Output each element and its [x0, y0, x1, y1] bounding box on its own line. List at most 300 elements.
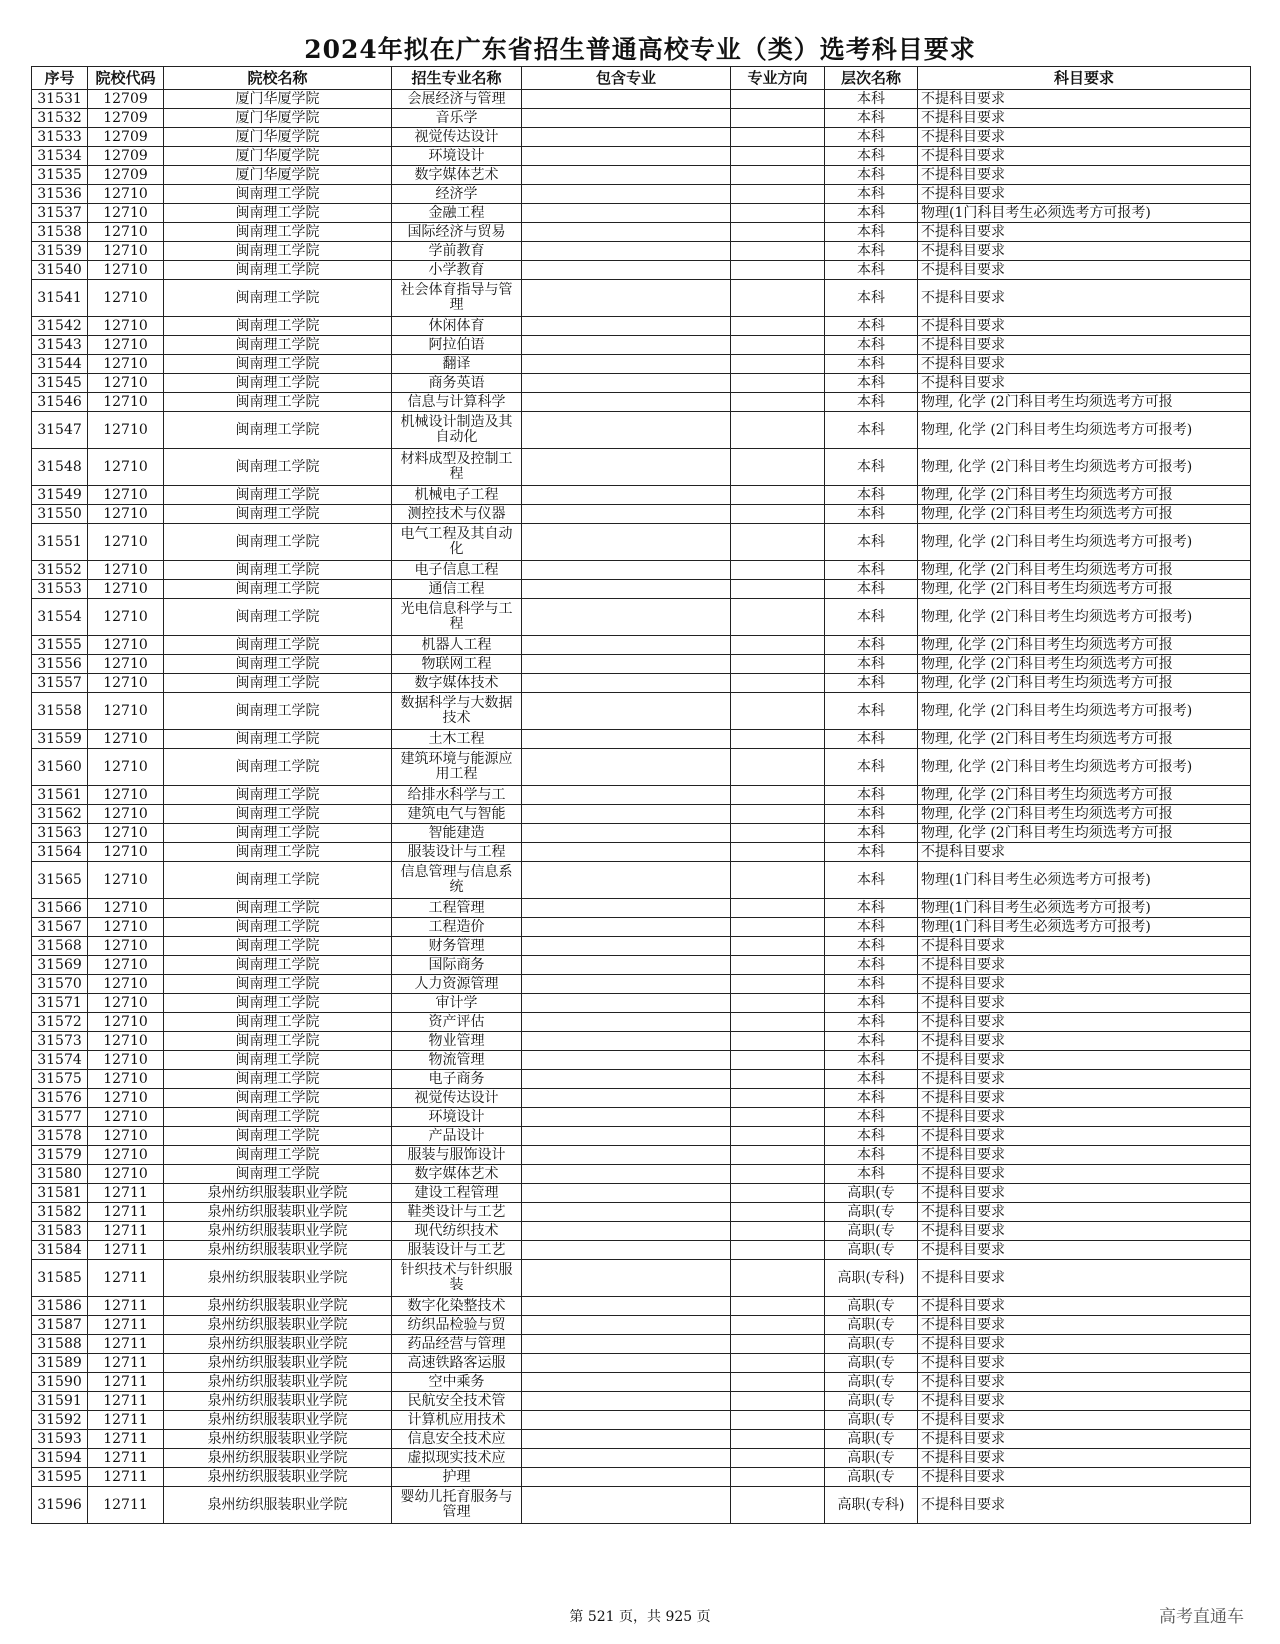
- cell-major-direction: [731, 918, 825, 937]
- cell-major-direction: [731, 749, 825, 786]
- cell-included-majors: [522, 1392, 731, 1411]
- cell-major-direction: [731, 1392, 825, 1411]
- cell-included-majors: [522, 90, 731, 109]
- cell-major-name: 建筑电气与智能: [392, 805, 522, 824]
- cell-included-majors: [522, 355, 731, 374]
- cell-included-majors: [522, 1449, 731, 1468]
- cell-included-majors: [522, 223, 731, 242]
- cell-level: 本科: [825, 280, 918, 317]
- table-row: [32, 599, 1251, 636]
- cell-included-majors: [522, 109, 731, 128]
- cell-seq: 31548: [32, 449, 88, 486]
- cell-seq: 31581: [32, 1184, 88, 1203]
- cell-major-direction: [731, 317, 825, 336]
- cell-major-direction: [731, 280, 825, 317]
- cell-subject-requirement: 不提科目要求: [918, 1070, 1251, 1089]
- cell-school-name: 泉州纺织服装职业学院: [164, 1468, 392, 1487]
- cell-included-majors: [522, 1487, 731, 1524]
- cell-major-name: 鞋类设计与工艺: [392, 1203, 522, 1222]
- table-row: [32, 1184, 1251, 1203]
- cell-seq: 31587: [32, 1316, 88, 1335]
- cell-school-name: 泉州纺织服装职业学院: [164, 1373, 392, 1392]
- cell-major-direction: [731, 693, 825, 730]
- cell-subject-requirement: 不提科目要求: [918, 355, 1251, 374]
- cell-included-majors: [522, 1089, 731, 1108]
- cell-subject-requirement: 不提科目要求: [918, 185, 1251, 204]
- cell-seq: 31565: [32, 862, 88, 899]
- cell-subject-requirement: 不提科目要求: [918, 1241, 1251, 1260]
- cell-major-direction: [731, 862, 825, 899]
- cell-level: 本科: [825, 204, 918, 223]
- cell-level: 高职(专: [825, 1449, 918, 1468]
- table-row: [32, 899, 1251, 918]
- cell-school-code: 12710: [88, 693, 164, 730]
- cell-major-name: 纺织品检验与贸: [392, 1316, 522, 1335]
- cell-major-direction: [731, 899, 825, 918]
- cell-major-name: 测控技术与仪器: [392, 505, 522, 524]
- table-row: [32, 109, 1251, 128]
- requirements-table: [31, 66, 1251, 1524]
- cell-major-direction: [731, 1449, 825, 1468]
- cell-major-direction: [731, 449, 825, 486]
- cell-included-majors: [522, 449, 731, 486]
- table-row: [32, 994, 1251, 1013]
- cell-school-code: 12710: [88, 749, 164, 786]
- cell-seq: 31550: [32, 505, 88, 524]
- cell-level: 本科: [825, 166, 918, 185]
- cell-major-direction: [731, 1108, 825, 1127]
- cell-subject-requirement: 不提科目要求: [918, 1203, 1251, 1222]
- cell-level: 本科: [825, 786, 918, 805]
- cell-included-majors: [522, 749, 731, 786]
- cell-subject-requirement: 不提科目要求: [918, 1146, 1251, 1165]
- cell-major-name: 机械设计制造及其自动化: [392, 412, 522, 449]
- cell-major-name: 信息与计算科学: [392, 393, 522, 412]
- table-row: [32, 242, 1251, 261]
- cell-school-code: 12710: [88, 1089, 164, 1108]
- cell-major-name: 数据科学与大数据技术: [392, 693, 522, 730]
- table-row: [32, 449, 1251, 486]
- cell-major-direction: [731, 185, 825, 204]
- cell-major-name: 给排水科学与工: [392, 786, 522, 805]
- cell-level: 本科: [825, 580, 918, 599]
- cell-major-name: 学前教育: [392, 242, 522, 261]
- cell-school-code: 12711: [88, 1354, 164, 1373]
- cell-level: 本科: [825, 1013, 918, 1032]
- cell-level: 高职(专: [825, 1335, 918, 1354]
- header-level: 层次名称: [825, 67, 918, 90]
- cell-level: 本科: [825, 956, 918, 975]
- cell-major-direction: [731, 412, 825, 449]
- cell-major-direction: [731, 1127, 825, 1146]
- cell-school-code: 12710: [88, 975, 164, 994]
- cell-school-name: 厦门华厦学院: [164, 90, 392, 109]
- table-row: [32, 918, 1251, 937]
- cell-subject-requirement: 物理(1门科目考生必须选考方可报考): [918, 918, 1251, 937]
- cell-major-direction: [731, 1411, 825, 1430]
- cell-level: 本科: [825, 937, 918, 956]
- cell-level: 本科: [825, 147, 918, 166]
- cell-school-name: 闽南理工学院: [164, 449, 392, 486]
- header-subject-requirement: 科目要求: [918, 67, 1251, 90]
- cell-school-name: 闽南理工学院: [164, 280, 392, 317]
- cell-seq: 31567: [32, 918, 88, 937]
- cell-subject-requirement: 不提科目要求: [918, 90, 1251, 109]
- cell-school-code: 12710: [88, 918, 164, 937]
- cell-subject-requirement: 物理, 化学 (2门科目考生均须选考方可报: [918, 730, 1251, 749]
- table-row: [32, 393, 1251, 412]
- cell-school-name: 泉州纺织服装职业学院: [164, 1487, 392, 1524]
- table-row: [32, 1260, 1251, 1297]
- cell-major-direction: [731, 109, 825, 128]
- cell-subject-requirement: 不提科目要求: [918, 1449, 1251, 1468]
- table-row: [32, 1449, 1251, 1468]
- cell-included-majors: [522, 655, 731, 674]
- cell-included-majors: [522, 393, 731, 412]
- cell-major-direction: [731, 956, 825, 975]
- cell-included-majors: [522, 786, 731, 805]
- cell-school-code: 12710: [88, 899, 164, 918]
- cell-seq: 31531: [32, 90, 88, 109]
- cell-included-majors: [522, 1468, 731, 1487]
- table-row: [32, 749, 1251, 786]
- table-row: [32, 317, 1251, 336]
- table-row: [32, 655, 1251, 674]
- cell-level: 本科: [825, 317, 918, 336]
- cell-level: 高职(专: [825, 1222, 918, 1241]
- table-row: [32, 805, 1251, 824]
- cell-level: 本科: [825, 336, 918, 355]
- table-row: [32, 524, 1251, 561]
- cell-subject-requirement: 不提科目要求: [918, 1108, 1251, 1127]
- cell-subject-requirement: 物理, 化学 (2门科目考生均须选考方可报: [918, 486, 1251, 505]
- cell-major-direction: [731, 1297, 825, 1316]
- cell-subject-requirement: 不提科目要求: [918, 1297, 1251, 1316]
- cell-seq: 31583: [32, 1222, 88, 1241]
- table-row: [32, 374, 1251, 393]
- cell-school-name: 泉州纺织服装职业学院: [164, 1392, 392, 1411]
- cell-school-code: 12710: [88, 486, 164, 505]
- table-row: [32, 956, 1251, 975]
- cell-major-name: 建设工程管理: [392, 1184, 522, 1203]
- cell-included-majors: [522, 1222, 731, 1241]
- cell-major-name: 土木工程: [392, 730, 522, 749]
- cell-school-code: 12710: [88, 1070, 164, 1089]
- cell-school-name: 闽南理工学院: [164, 1146, 392, 1165]
- cell-major-direction: [731, 486, 825, 505]
- cell-subject-requirement: 不提科目要求: [918, 1354, 1251, 1373]
- cell-school-code: 12711: [88, 1373, 164, 1392]
- cell-level: 本科: [825, 1146, 918, 1165]
- cell-major-direction: [731, 1032, 825, 1051]
- cell-major-name: 人力资源管理: [392, 975, 522, 994]
- cell-subject-requirement: 不提科目要求: [918, 1335, 1251, 1354]
- cell-level: 本科: [825, 1032, 918, 1051]
- cell-school-name: 闽南理工学院: [164, 1127, 392, 1146]
- cell-school-name: 闽南理工学院: [164, 975, 392, 994]
- cell-school-name: 闽南理工学院: [164, 1165, 392, 1184]
- cell-level: 本科: [825, 824, 918, 843]
- table-row: [32, 843, 1251, 862]
- cell-level: 本科: [825, 655, 918, 674]
- cell-major-name: 机械电子工程: [392, 486, 522, 505]
- cell-level: 本科: [825, 261, 918, 280]
- cell-level: 高职(专: [825, 1373, 918, 1392]
- cell-seq: 31590: [32, 1373, 88, 1392]
- cell-seq: 31546: [32, 393, 88, 412]
- cell-subject-requirement: 不提科目要求: [918, 109, 1251, 128]
- table-header-row: [32, 67, 1251, 90]
- cell-subject-requirement: 不提科目要求: [918, 1127, 1251, 1146]
- cell-major-direction: [731, 1089, 825, 1108]
- cell-major-name: 资产评估: [392, 1013, 522, 1032]
- cell-school-code: 12710: [88, 185, 164, 204]
- cell-level: 本科: [825, 636, 918, 655]
- cell-seq: 31560: [32, 749, 88, 786]
- cell-school-name: 闽南理工学院: [164, 336, 392, 355]
- cell-included-majors: [522, 824, 731, 843]
- table-row: [32, 412, 1251, 449]
- cell-major-name: 视觉传达设计: [392, 128, 522, 147]
- cell-seq: 31553: [32, 580, 88, 599]
- cell-included-majors: [522, 918, 731, 937]
- cell-school-code: 12710: [88, 561, 164, 580]
- cell-school-code: 12710: [88, 336, 164, 355]
- table-row: [32, 824, 1251, 843]
- cell-included-majors: [522, 147, 731, 166]
- cell-major-direction: [731, 580, 825, 599]
- table-row: [32, 1165, 1251, 1184]
- cell-school-code: 12710: [88, 1146, 164, 1165]
- cell-level: 本科: [825, 805, 918, 824]
- cell-major-name: 数字媒体艺术: [392, 1165, 522, 1184]
- cell-major-name: 经济学: [392, 185, 522, 204]
- cell-major-direction: [731, 1051, 825, 1070]
- cell-school-code: 12710: [88, 317, 164, 336]
- cell-seq: 31588: [32, 1335, 88, 1354]
- cell-school-code: 12710: [88, 242, 164, 261]
- cell-major-direction: [731, 90, 825, 109]
- cell-major-direction: [731, 1013, 825, 1032]
- cell-level: 本科: [825, 975, 918, 994]
- cell-school-code: 12710: [88, 843, 164, 862]
- cell-included-majors: [522, 693, 731, 730]
- cell-subject-requirement: 物理, 化学 (2门科目考生均须选考方可报: [918, 824, 1251, 843]
- cell-school-code: 12710: [88, 204, 164, 223]
- cell-school-code: 12710: [88, 937, 164, 956]
- cell-school-name: 闽南理工学院: [164, 580, 392, 599]
- cell-subject-requirement: 不提科目要求: [918, 128, 1251, 147]
- cell-school-code: 12711: [88, 1430, 164, 1449]
- cell-school-name: 闽南理工学院: [164, 937, 392, 956]
- cell-seq: 31584: [32, 1241, 88, 1260]
- cell-level: 本科: [825, 1070, 918, 1089]
- cell-school-name: 闽南理工学院: [164, 355, 392, 374]
- table-row: [32, 1089, 1251, 1108]
- cell-seq: 31538: [32, 223, 88, 242]
- cell-major-direction: [731, 730, 825, 749]
- cell-level: 本科: [825, 1127, 918, 1146]
- cell-subject-requirement: 不提科目要求: [918, 1222, 1251, 1241]
- cell-school-name: 闽南理工学院: [164, 223, 392, 242]
- cell-level: 本科: [825, 412, 918, 449]
- cell-major-name: 音乐学: [392, 109, 522, 128]
- table-body: [32, 90, 1251, 1524]
- cell-major-direction: [731, 824, 825, 843]
- cell-subject-requirement: 物理, 化学 (2门科目考生均须选考方可报考): [918, 749, 1251, 786]
- cell-major-direction: [731, 166, 825, 185]
- cell-school-name: 泉州纺织服装职业学院: [164, 1297, 392, 1316]
- cell-included-majors: [522, 599, 731, 636]
- cell-included-majors: [522, 843, 731, 862]
- cell-level: 高职(专: [825, 1411, 918, 1430]
- cell-subject-requirement: 不提科目要求: [918, 1373, 1251, 1392]
- cell-subject-requirement: 物理, 化学 (2门科目考生均须选考方可报考): [918, 412, 1251, 449]
- cell-level: 本科: [825, 561, 918, 580]
- cell-school-name: 闽南理工学院: [164, 374, 392, 393]
- cell-major-direction: [731, 674, 825, 693]
- cell-subject-requirement: 不提科目要求: [918, 994, 1251, 1013]
- cell-major-direction: [731, 1146, 825, 1165]
- table-row: [32, 223, 1251, 242]
- cell-school-name: 厦门华厦学院: [164, 166, 392, 185]
- cell-seq: 31571: [32, 994, 88, 1013]
- cell-subject-requirement: 不提科目要求: [918, 280, 1251, 317]
- cell-included-majors: [522, 994, 731, 1013]
- cell-seq: 31589: [32, 1354, 88, 1373]
- table-row: [32, 580, 1251, 599]
- cell-level: 本科: [825, 524, 918, 561]
- cell-major-name: 工程管理: [392, 899, 522, 918]
- cell-major-direction: [731, 1316, 825, 1335]
- cell-level: 本科: [825, 1165, 918, 1184]
- cell-included-majors: [522, 412, 731, 449]
- cell-level: 本科: [825, 1089, 918, 1108]
- cell-level: 本科: [825, 994, 918, 1013]
- cell-included-majors: [522, 975, 731, 994]
- table-row: [32, 1316, 1251, 1335]
- cell-seq: 31544: [32, 355, 88, 374]
- cell-subject-requirement: 不提科目要求: [918, 1013, 1251, 1032]
- header-school-code: 院校代码: [88, 67, 164, 90]
- table-row: [32, 1335, 1251, 1354]
- table-row: [32, 505, 1251, 524]
- cell-seq: 31551: [32, 524, 88, 561]
- cell-school-name: 闽南理工学院: [164, 1089, 392, 1108]
- cell-school-code: 12710: [88, 805, 164, 824]
- cell-subject-requirement: 物理(1门科目考生必须选考方可报考): [918, 899, 1251, 918]
- cell-school-name: 闽南理工学院: [164, 261, 392, 280]
- cell-school-code: 12711: [88, 1468, 164, 1487]
- cell-major-name: 数字媒体技术: [392, 674, 522, 693]
- table-row: [32, 90, 1251, 109]
- cell-seq: 31595: [32, 1468, 88, 1487]
- cell-level: 本科: [825, 843, 918, 862]
- cell-included-majors: [522, 486, 731, 505]
- cell-school-name: 泉州纺织服装职业学院: [164, 1449, 392, 1468]
- cell-included-majors: [522, 674, 731, 693]
- header-school-name: 院校名称: [164, 67, 392, 90]
- cell-major-name: 物流管理: [392, 1051, 522, 1070]
- cell-major-name: 材料成型及控制工程: [392, 449, 522, 486]
- cell-seq: 31539: [32, 242, 88, 261]
- header-major-name: 招生专业名称: [392, 67, 522, 90]
- cell-seq: 31577: [32, 1108, 88, 1127]
- cell-major-name: 信息管理与信息系统: [392, 862, 522, 899]
- cell-major-direction: [731, 147, 825, 166]
- cell-major-name: 数字化染整技术: [392, 1297, 522, 1316]
- cell-included-majors: [522, 1127, 731, 1146]
- cell-subject-requirement: 物理(1门科目考生必须选考方可报考): [918, 862, 1251, 899]
- cell-major-name: 阿拉伯语: [392, 336, 522, 355]
- cell-school-code: 12710: [88, 862, 164, 899]
- cell-major-name: 金融工程: [392, 204, 522, 223]
- cell-school-code: 12711: [88, 1260, 164, 1297]
- cell-seq: 31562: [32, 805, 88, 824]
- cell-included-majors: [522, 862, 731, 899]
- cell-level: 本科: [825, 242, 918, 261]
- cell-seq: 31558: [32, 693, 88, 730]
- cell-level: 高职(专科): [825, 1260, 918, 1297]
- cell-major-name: 电子商务: [392, 1070, 522, 1089]
- cell-major-direction: [731, 204, 825, 223]
- cell-school-code: 12711: [88, 1203, 164, 1222]
- cell-school-code: 12710: [88, 599, 164, 636]
- cell-seq: 31549: [32, 486, 88, 505]
- cell-included-majors: [522, 1165, 731, 1184]
- cell-seq: 31582: [32, 1203, 88, 1222]
- brand-watermark: 高考直通车: [1159, 1607, 1244, 1627]
- cell-subject-requirement: 物理, 化学 (2门科目考生均须选考方可报: [918, 580, 1251, 599]
- cell-major-direction: [731, 599, 825, 636]
- cell-subject-requirement: 不提科目要求: [918, 166, 1251, 185]
- page-footer: 第 521 页，共 925 页: [569, 1609, 711, 1625]
- cell-included-majors: [522, 805, 731, 824]
- cell-major-direction: [731, 1070, 825, 1089]
- cell-seq: 31578: [32, 1127, 88, 1146]
- cell-school-code: 12710: [88, 261, 164, 280]
- cell-included-majors: [522, 317, 731, 336]
- cell-major-name: 针织技术与针织服装: [392, 1260, 522, 1297]
- table-row: [32, 693, 1251, 730]
- cell-major-direction: [731, 393, 825, 412]
- cell-school-code: 12710: [88, 449, 164, 486]
- cell-school-name: 闽南理工学院: [164, 1032, 392, 1051]
- cell-seq: 31566: [32, 899, 88, 918]
- cell-major-direction: [731, 1222, 825, 1241]
- cell-major-name: 小学教育: [392, 261, 522, 280]
- cell-level: 本科: [825, 693, 918, 730]
- cell-major-direction: [731, 505, 825, 524]
- cell-subject-requirement: 物理, 化学 (2门科目考生均须选考方可报考): [918, 693, 1251, 730]
- table-row: [32, 1411, 1251, 1430]
- cell-level: 高职(专科): [825, 1487, 918, 1524]
- cell-level: 高职(专: [825, 1297, 918, 1316]
- cell-seq: 31593: [32, 1430, 88, 1449]
- header-included-majors: 包含专业: [522, 67, 731, 90]
- cell-school-name: 厦门华厦学院: [164, 109, 392, 128]
- cell-subject-requirement: 物理, 化学 (2门科目考生均须选考方可报考): [918, 524, 1251, 561]
- cell-school-name: 闽南理工学院: [164, 918, 392, 937]
- cell-school-name: 闽南理工学院: [164, 204, 392, 223]
- cell-seq: 31573: [32, 1032, 88, 1051]
- cell-included-majors: [522, 505, 731, 524]
- cell-subject-requirement: 物理, 化学 (2门科目考生均须选考方可报: [918, 393, 1251, 412]
- cell-school-code: 12711: [88, 1449, 164, 1468]
- cell-included-majors: [522, 636, 731, 655]
- cell-major-name: 视觉传达设计: [392, 1089, 522, 1108]
- cell-major-direction: [731, 261, 825, 280]
